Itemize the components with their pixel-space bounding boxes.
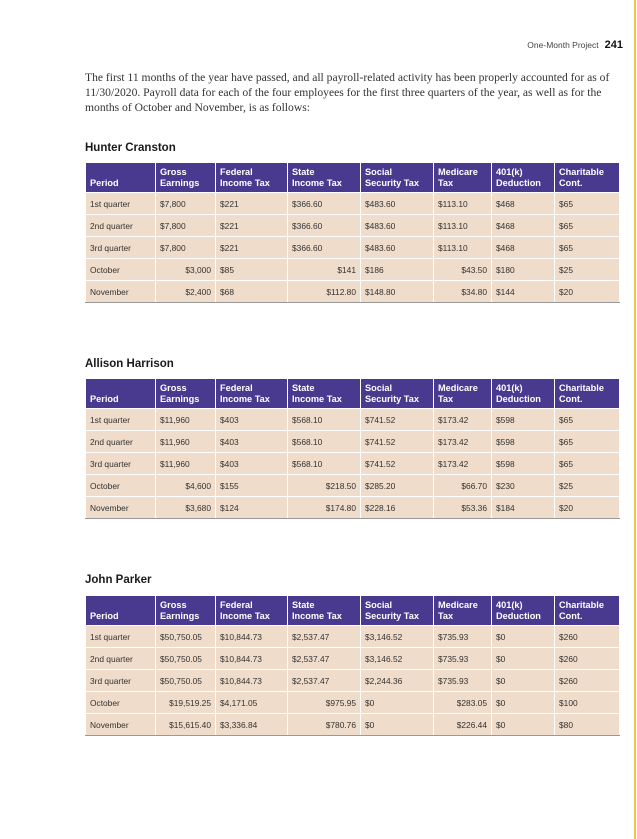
payroll-table bbox=[85, 595, 620, 736]
table-row bbox=[86, 626, 620, 648]
period-cell: 3rd quarter bbox=[86, 453, 156, 475]
value-cell: $173.42 bbox=[434, 453, 492, 475]
header-row bbox=[86, 379, 620, 409]
column-header bbox=[361, 163, 434, 193]
payroll-table bbox=[85, 162, 620, 303]
column-header-line: Tax bbox=[438, 393, 454, 404]
value-cell: $10,844.73 bbox=[216, 626, 288, 648]
column-header-line: Social bbox=[365, 382, 393, 393]
value-cell: $4,171.05 bbox=[216, 692, 288, 714]
period-cell: 3rd quarter bbox=[86, 670, 156, 692]
column-header-line: Gross bbox=[160, 166, 187, 177]
value-cell: $221 bbox=[216, 193, 288, 215]
column-header-line: Federal bbox=[220, 166, 253, 177]
table-row bbox=[86, 692, 620, 714]
column-header-line: Income Tax bbox=[292, 177, 342, 188]
value-cell: $43.50 bbox=[434, 259, 492, 281]
value-cell: $741.52 bbox=[361, 453, 434, 475]
value-cell: $34.80 bbox=[434, 281, 492, 303]
column-header-line: Income Tax bbox=[220, 610, 270, 621]
value-cell: $403 bbox=[216, 431, 288, 453]
employee-name: Allison Harrison bbox=[85, 358, 174, 370]
payroll-table bbox=[85, 378, 620, 519]
column-header-line: Charitable bbox=[559, 382, 604, 393]
value-cell: $735.93 bbox=[434, 626, 492, 648]
value-cell: $19,519.25 bbox=[156, 692, 216, 714]
column-header bbox=[361, 379, 434, 409]
value-cell: $124 bbox=[216, 497, 288, 519]
period-cell: 3rd quarter bbox=[86, 237, 156, 259]
value-cell: $113.10 bbox=[434, 193, 492, 215]
value-cell: $2,537.47 bbox=[288, 648, 361, 670]
value-cell: $144 bbox=[492, 281, 555, 303]
value-cell: $468 bbox=[492, 237, 555, 259]
column-header bbox=[492, 163, 555, 193]
value-cell: $741.52 bbox=[361, 431, 434, 453]
value-cell: $174.80 bbox=[288, 497, 361, 519]
value-cell: $173.42 bbox=[434, 431, 492, 453]
column-header bbox=[288, 596, 361, 626]
column-header bbox=[288, 163, 361, 193]
intro-paragraph: The first 11 months of the year have passed, and all payroll-related activity has been properly accounted for as of 11/30/2020. Payroll data for each of the four employees for the first three quarters of the year, as well as for the months of October and November, is as follows: bbox=[85, 71, 610, 114]
value-cell: $260 bbox=[555, 626, 620, 648]
value-cell: $85 bbox=[216, 259, 288, 281]
column-header-line: Period bbox=[90, 393, 119, 404]
column-header-line: Period bbox=[90, 610, 119, 621]
period-cell: November bbox=[86, 714, 156, 736]
value-cell: $3,000 bbox=[156, 259, 216, 281]
column-header bbox=[216, 163, 288, 193]
value-cell: $3,146.52 bbox=[361, 626, 434, 648]
column-header-line: Deduction bbox=[496, 610, 541, 621]
table-row bbox=[86, 497, 620, 519]
value-cell: $7,800 bbox=[156, 193, 216, 215]
value-cell: $65 bbox=[555, 409, 620, 431]
value-cell: $100 bbox=[555, 692, 620, 714]
table-row bbox=[86, 193, 620, 215]
column-header bbox=[156, 163, 216, 193]
column-header-line: Earnings bbox=[160, 610, 200, 621]
value-cell: $66.70 bbox=[434, 475, 492, 497]
table-row bbox=[86, 431, 620, 453]
table-row bbox=[86, 215, 620, 237]
column-header bbox=[555, 163, 620, 193]
value-cell: $65 bbox=[555, 237, 620, 259]
column-header-line: Earnings bbox=[160, 177, 200, 188]
value-cell: $7,800 bbox=[156, 215, 216, 237]
value-cell: $975.95 bbox=[288, 692, 361, 714]
column-header-line: Charitable bbox=[559, 599, 604, 610]
employee-name: Hunter Cranston bbox=[85, 142, 176, 154]
value-cell: $15,615.40 bbox=[156, 714, 216, 736]
column-header bbox=[555, 596, 620, 626]
column-header-line bbox=[90, 383, 151, 394]
value-cell: $366.60 bbox=[288, 193, 361, 215]
column-header-line: Tax bbox=[438, 610, 454, 621]
period-cell: 1st quarter bbox=[86, 193, 156, 215]
value-cell: $10,844.73 bbox=[216, 670, 288, 692]
value-cell: $65 bbox=[555, 453, 620, 475]
column-header-line: Deduction bbox=[496, 177, 541, 188]
value-cell: $2,400 bbox=[156, 281, 216, 303]
value-cell: $403 bbox=[216, 409, 288, 431]
value-cell: $218.50 bbox=[288, 475, 361, 497]
table-row bbox=[86, 670, 620, 692]
value-cell: $11,960 bbox=[156, 431, 216, 453]
value-cell: $366.60 bbox=[288, 215, 361, 237]
column-header-line: Earnings bbox=[160, 393, 200, 404]
table-row bbox=[86, 237, 620, 259]
period-cell: October bbox=[86, 259, 156, 281]
period-cell: November bbox=[86, 497, 156, 519]
column-header-line: 401(k) bbox=[496, 599, 523, 610]
column-header bbox=[288, 379, 361, 409]
table-row bbox=[86, 453, 620, 475]
value-cell: $68 bbox=[216, 281, 288, 303]
value-cell: $568.10 bbox=[288, 409, 361, 431]
column-header-line: Gross bbox=[160, 599, 187, 610]
header-row bbox=[86, 163, 620, 193]
value-cell: $50,750.05 bbox=[156, 670, 216, 692]
value-cell: $173.42 bbox=[434, 409, 492, 431]
column-header-line: Income Tax bbox=[292, 610, 342, 621]
column-header-line: State bbox=[292, 382, 315, 393]
value-cell: $260 bbox=[555, 648, 620, 670]
column-header bbox=[86, 596, 156, 626]
column-header-line bbox=[90, 167, 151, 178]
column-header bbox=[434, 163, 492, 193]
value-cell: $568.10 bbox=[288, 453, 361, 475]
column-header-line: 401(k) bbox=[496, 166, 523, 177]
value-cell: $20 bbox=[555, 281, 620, 303]
value-cell: $230 bbox=[492, 475, 555, 497]
column-header-line: Security Tax bbox=[365, 610, 419, 621]
value-cell: $285.20 bbox=[361, 475, 434, 497]
column-header-line: Tax bbox=[438, 177, 454, 188]
column-header-line: Medicare bbox=[438, 382, 478, 393]
column-header bbox=[434, 379, 492, 409]
table-row bbox=[86, 281, 620, 303]
table-row bbox=[86, 259, 620, 281]
value-cell: $0 bbox=[492, 692, 555, 714]
value-cell: $598 bbox=[492, 431, 555, 453]
column-header bbox=[492, 596, 555, 626]
value-cell: $260 bbox=[555, 670, 620, 692]
table-row bbox=[86, 409, 620, 431]
value-cell: $50,750.05 bbox=[156, 648, 216, 670]
column-header-line: Income Tax bbox=[220, 393, 270, 404]
value-cell: $155 bbox=[216, 475, 288, 497]
column-header-line: Cont. bbox=[559, 393, 583, 404]
column-header-line: Medicare bbox=[438, 166, 478, 177]
value-cell: $3,146.52 bbox=[361, 648, 434, 670]
running-title: One-Month Project bbox=[527, 40, 599, 50]
value-cell: $483.60 bbox=[361, 193, 434, 215]
column-header bbox=[361, 596, 434, 626]
column-header-line: Charitable bbox=[559, 166, 604, 177]
value-cell: $141 bbox=[288, 259, 361, 281]
page-number: 241 bbox=[604, 39, 623, 51]
column-header bbox=[86, 379, 156, 409]
table-row bbox=[86, 475, 620, 497]
column-header-line: Deduction bbox=[496, 393, 541, 404]
column-header-line: Federal bbox=[220, 382, 253, 393]
value-cell: $228.16 bbox=[361, 497, 434, 519]
value-cell: $4,600 bbox=[156, 475, 216, 497]
period-cell: November bbox=[86, 281, 156, 303]
column-header bbox=[555, 379, 620, 409]
period-cell: 2nd quarter bbox=[86, 648, 156, 670]
value-cell: $10,844.73 bbox=[216, 648, 288, 670]
value-cell: $11,960 bbox=[156, 409, 216, 431]
value-cell: $0 bbox=[361, 692, 434, 714]
column-header-line: Security Tax bbox=[365, 393, 419, 404]
value-cell: $0 bbox=[492, 626, 555, 648]
employee-name: John Parker bbox=[85, 574, 152, 586]
value-cell: $598 bbox=[492, 453, 555, 475]
column-header-line: Security Tax bbox=[365, 177, 419, 188]
column-header bbox=[492, 379, 555, 409]
value-cell: $741.52 bbox=[361, 409, 434, 431]
value-cell: $80 bbox=[555, 714, 620, 736]
period-cell: 2nd quarter bbox=[86, 215, 156, 237]
value-cell: $65 bbox=[555, 193, 620, 215]
table-row bbox=[86, 714, 620, 736]
value-cell: $112.80 bbox=[288, 281, 361, 303]
value-cell: $568.10 bbox=[288, 431, 361, 453]
value-cell: $113.10 bbox=[434, 237, 492, 259]
column-header-line: Gross bbox=[160, 382, 187, 393]
table-row bbox=[86, 648, 620, 670]
value-cell: $50,750.05 bbox=[156, 626, 216, 648]
column-header bbox=[216, 596, 288, 626]
column-header bbox=[86, 163, 156, 193]
value-cell: $0 bbox=[492, 714, 555, 736]
value-cell: $0 bbox=[492, 670, 555, 692]
column-header-line: Social bbox=[365, 599, 393, 610]
value-cell: $221 bbox=[216, 215, 288, 237]
column-header bbox=[434, 596, 492, 626]
value-cell: $468 bbox=[492, 215, 555, 237]
page-edge-rule bbox=[634, 0, 636, 839]
value-cell: $65 bbox=[555, 431, 620, 453]
value-cell: $53.36 bbox=[434, 497, 492, 519]
column-header-line: Cont. bbox=[559, 177, 583, 188]
value-cell: $283.05 bbox=[434, 692, 492, 714]
column-header-line: Cont. bbox=[559, 610, 583, 621]
period-cell: 1st quarter bbox=[86, 626, 156, 648]
column-header-line bbox=[90, 600, 151, 611]
value-cell: $2,537.47 bbox=[288, 626, 361, 648]
value-cell: $184 bbox=[492, 497, 555, 519]
column-header bbox=[156, 379, 216, 409]
value-cell: $0 bbox=[361, 714, 434, 736]
value-cell: $366.60 bbox=[288, 237, 361, 259]
value-cell: $11,960 bbox=[156, 453, 216, 475]
value-cell: $0 bbox=[492, 648, 555, 670]
value-cell: $483.60 bbox=[361, 237, 434, 259]
value-cell: $186 bbox=[361, 259, 434, 281]
value-cell: $148.80 bbox=[361, 281, 434, 303]
value-cell: $25 bbox=[555, 475, 620, 497]
value-cell: $780.76 bbox=[288, 714, 361, 736]
value-cell: $226.44 bbox=[434, 714, 492, 736]
value-cell: $65 bbox=[555, 215, 620, 237]
period-cell: 2nd quarter bbox=[86, 431, 156, 453]
period-cell: October bbox=[86, 692, 156, 714]
value-cell: $180 bbox=[492, 259, 555, 281]
value-cell: $221 bbox=[216, 237, 288, 259]
column-header-line: 401(k) bbox=[496, 382, 523, 393]
value-cell: $483.60 bbox=[361, 215, 434, 237]
running-header bbox=[527, 39, 623, 51]
column-header-line: State bbox=[292, 166, 315, 177]
column-header-line: Social bbox=[365, 166, 393, 177]
column-header-line: Federal bbox=[220, 599, 253, 610]
value-cell: $3,680 bbox=[156, 497, 216, 519]
column-header bbox=[216, 379, 288, 409]
value-cell: $2,244.36 bbox=[361, 670, 434, 692]
value-cell: $403 bbox=[216, 453, 288, 475]
value-cell: $468 bbox=[492, 193, 555, 215]
value-cell: $113.10 bbox=[434, 215, 492, 237]
period-cell: October bbox=[86, 475, 156, 497]
value-cell: $3,336.84 bbox=[216, 714, 288, 736]
value-cell: $2,537.47 bbox=[288, 670, 361, 692]
value-cell: $735.93 bbox=[434, 670, 492, 692]
column-header bbox=[156, 596, 216, 626]
value-cell: $598 bbox=[492, 409, 555, 431]
value-cell: $7,800 bbox=[156, 237, 216, 259]
column-header-line: State bbox=[292, 599, 315, 610]
value-cell: $25 bbox=[555, 259, 620, 281]
value-cell: $735.93 bbox=[434, 648, 492, 670]
column-header-line: Income Tax bbox=[292, 393, 342, 404]
period-cell: 1st quarter bbox=[86, 409, 156, 431]
column-header-line: Period bbox=[90, 177, 119, 188]
column-header-line: Income Tax bbox=[220, 177, 270, 188]
value-cell: $20 bbox=[555, 497, 620, 519]
column-header-line: Medicare bbox=[438, 599, 478, 610]
header-row bbox=[86, 596, 620, 626]
